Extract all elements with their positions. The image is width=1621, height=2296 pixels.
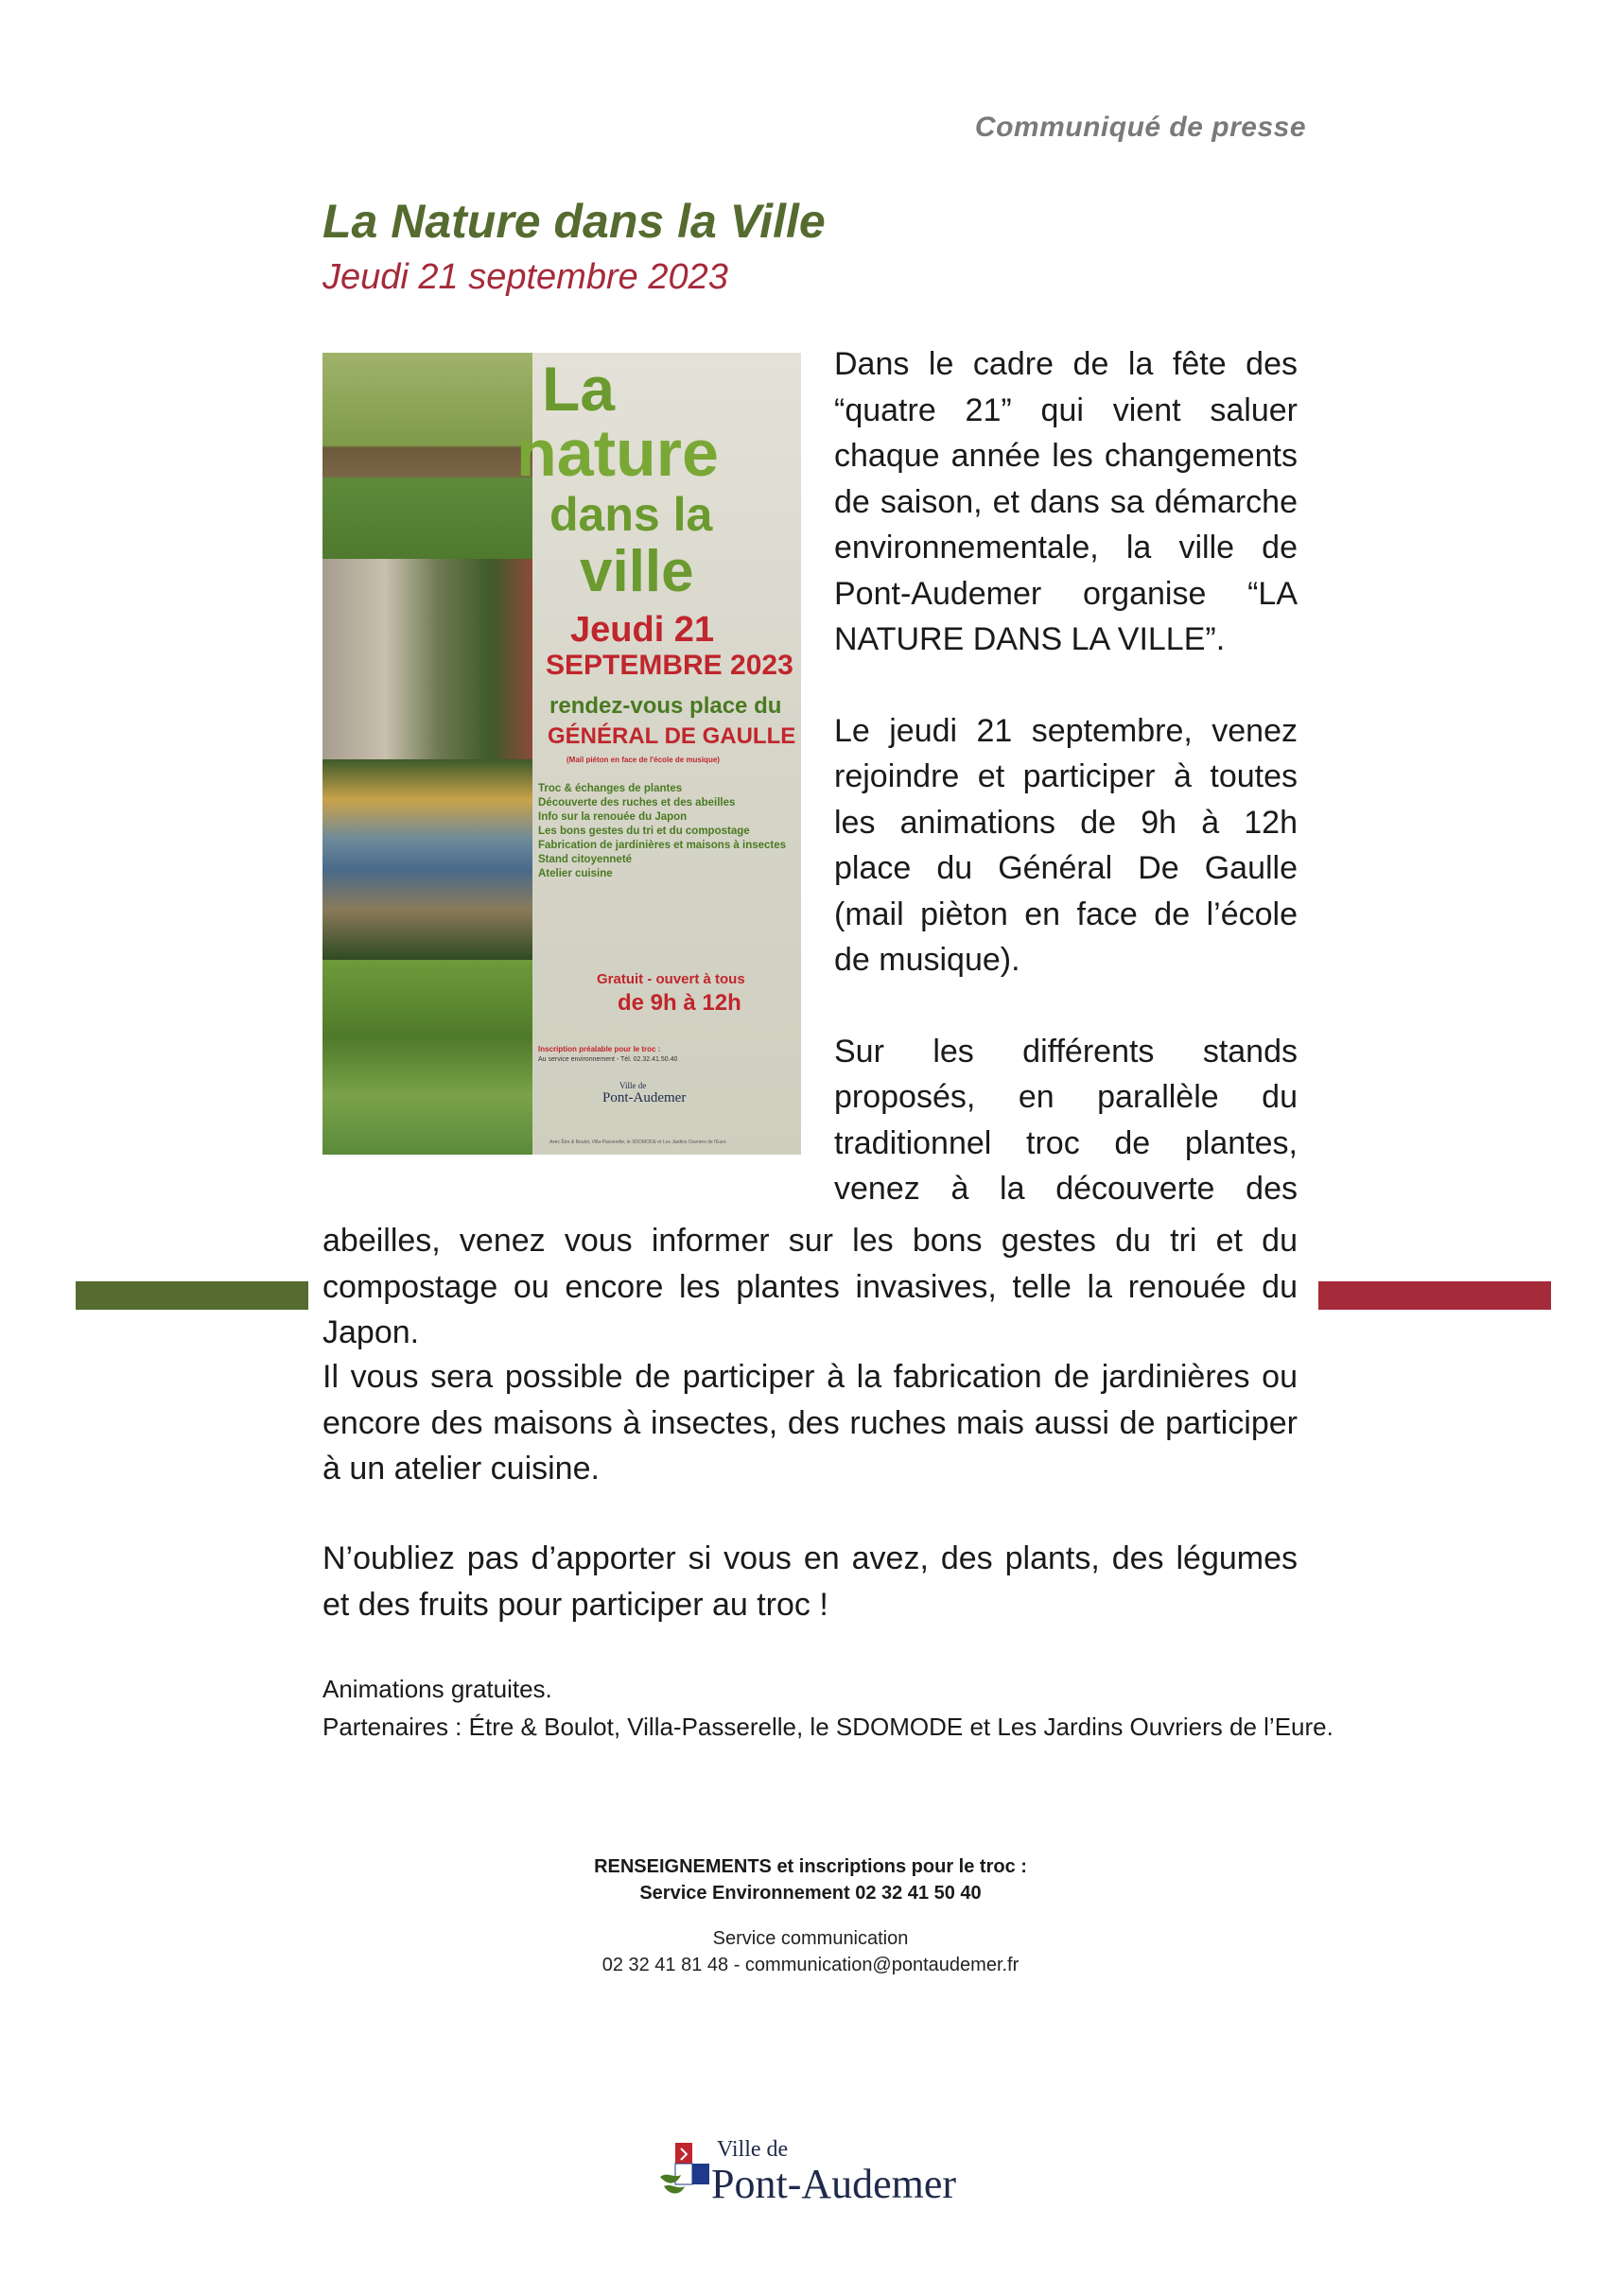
coat-of-arms-icon — [654, 2139, 715, 2207]
logo-line2: Pont-Audemer — [711, 2161, 957, 2207]
paragraph-date: Le jeudi 21 septembre, venez rejoindre et participer à toutes les animations de 9h à 12h place du Général De Gaulle (mail pièton en face de l’école de musique). — [834, 712, 1298, 978]
poster-inscription-2: Au service environnement - Tél. 02.32.41.50.40 — [538, 1056, 678, 1063]
poster-free-2: de 9h à 12h — [618, 990, 741, 1016]
poster-title-la: La — [542, 354, 616, 424]
photo-beehives — [322, 759, 532, 960]
poster-activity: Découverte des ruches et des abeilles — [538, 797, 736, 809]
poster-logo-line2: Pont-Audemer — [602, 1090, 687, 1105]
poster-title-ville: ville — [580, 539, 694, 604]
document-label: Communiqué de presse — [974, 112, 1306, 143]
workshops-paragraph-block — [322, 1354, 1298, 1492]
stands-continuation — [322, 1218, 1298, 1356]
paragraph-reminder: N’oubliez pas d’apporter si vous en avez, des plants, des légumes et des fruits pour participer au troc ! — [322, 1540, 1298, 1623]
poster-logo — [602, 1081, 706, 1106]
poster-activity: Info sur la renouée du Japon — [538, 811, 688, 823]
document-date: Jeudi 21 septembre 2023 — [322, 257, 728, 297]
paragraph-stands-continued: abeilles, venez vous informer sur les bons gestes du tri et du compostage ou encore les plantes invasives, telle la renouée du Japon. — [322, 1223, 1298, 1350]
reminder-paragraph-block — [322, 1536, 1298, 1627]
event-poster — [322, 353, 801, 1155]
poster-place-2: GÉNÉRAL DE GAULLE — [548, 723, 796, 749]
communication-service: Service communication — [712, 1928, 909, 1949]
poster-place-note: (Mail piéton en face de l'école de musique) — [566, 756, 720, 764]
photo-garden — [322, 353, 532, 559]
poster-title-nature: nature — [516, 416, 719, 490]
poster-activity: Stand citoyenneté — [538, 854, 633, 865]
communication-contact: 02 32 41 81 48 - communication@pontaudemer.fr — [601, 1955, 1020, 1975]
poster-date-1: Jeudi 21 — [570, 610, 715, 650]
poster-activity: Fabrication de jardinières et maisons à insectes — [538, 840, 787, 851]
contact-phone: Service Environnement 02 32 41 50 40 — [639, 1883, 982, 1904]
poster-inscription-1: Inscription préalable pour le troc : — [538, 1045, 661, 1053]
poster-partners: Avec Être & Boulot, Villa-Passerelle, le SDOMODE et Les Jardins Ouvriers de l'Eure. — [549, 1139, 728, 1145]
contact-info — [0, 1853, 1621, 1906]
decorative-bar-green — [76, 1281, 308, 1310]
poster-title-dans: dans la — [549, 488, 713, 541]
contact-title: RENSEIGNEMENTS et inscriptions pour le troc : — [594, 1856, 1027, 1877]
decorative-bar-red — [1318, 1281, 1551, 1310]
notes — [322, 1670, 1333, 1746]
city-logo — [654, 2135, 976, 2211]
poster-date-2: SEPTEMBRE 2023 — [546, 650, 793, 681]
paragraph-stands: Sur les différents stands proposés, en parallèle du traditionnel troc de plantes, venez à la découverte des — [834, 1033, 1298, 1207]
poster-activities — [538, 782, 793, 881]
photo-river — [322, 960, 532, 1155]
paragraph-intro: Dans le cadre de la fête des “quatre 21” qui vient saluer chaque année les changements de saison, et dans sa démarche environnementale, la ville de Pont-Audemer organise “LA NATURE DANS LA VILLE”. — [834, 346, 1298, 657]
paragraph-workshops: Il vous sera possible de participer à la fabrication de jardinières ou encore des maisons à insectes, des ruches mais aussi de participer à un atelier cuisine. — [322, 1359, 1298, 1487]
poster-logo-line1: Ville de — [619, 1081, 647, 1090]
poster-free-1: Gratuit - ouvert à tous — [597, 971, 745, 987]
notes-free: Animations gratuites. — [322, 1675, 552, 1703]
photo-street — [322, 559, 532, 759]
poster-activity: Atelier cuisine — [538, 868, 613, 879]
logo-line1: Ville de — [717, 2137, 789, 2162]
communication-info — [0, 1925, 1621, 1978]
poster-place-1: rendez-vous place du — [549, 693, 782, 719]
intro-column — [834, 341, 1298, 1212]
poster-activity: Troc & échanges de plantes — [538, 783, 683, 794]
notes-partners: Partenaires : Étre & Boulot, Villa-Passerelle, le SDOMODE et Les Jardins Ouvriers de l’Eure. — [322, 1713, 1333, 1741]
document-title: La Nature dans la Ville — [322, 195, 826, 248]
poster-activity: Les bons gestes du tri et du compostage — [538, 826, 750, 837]
